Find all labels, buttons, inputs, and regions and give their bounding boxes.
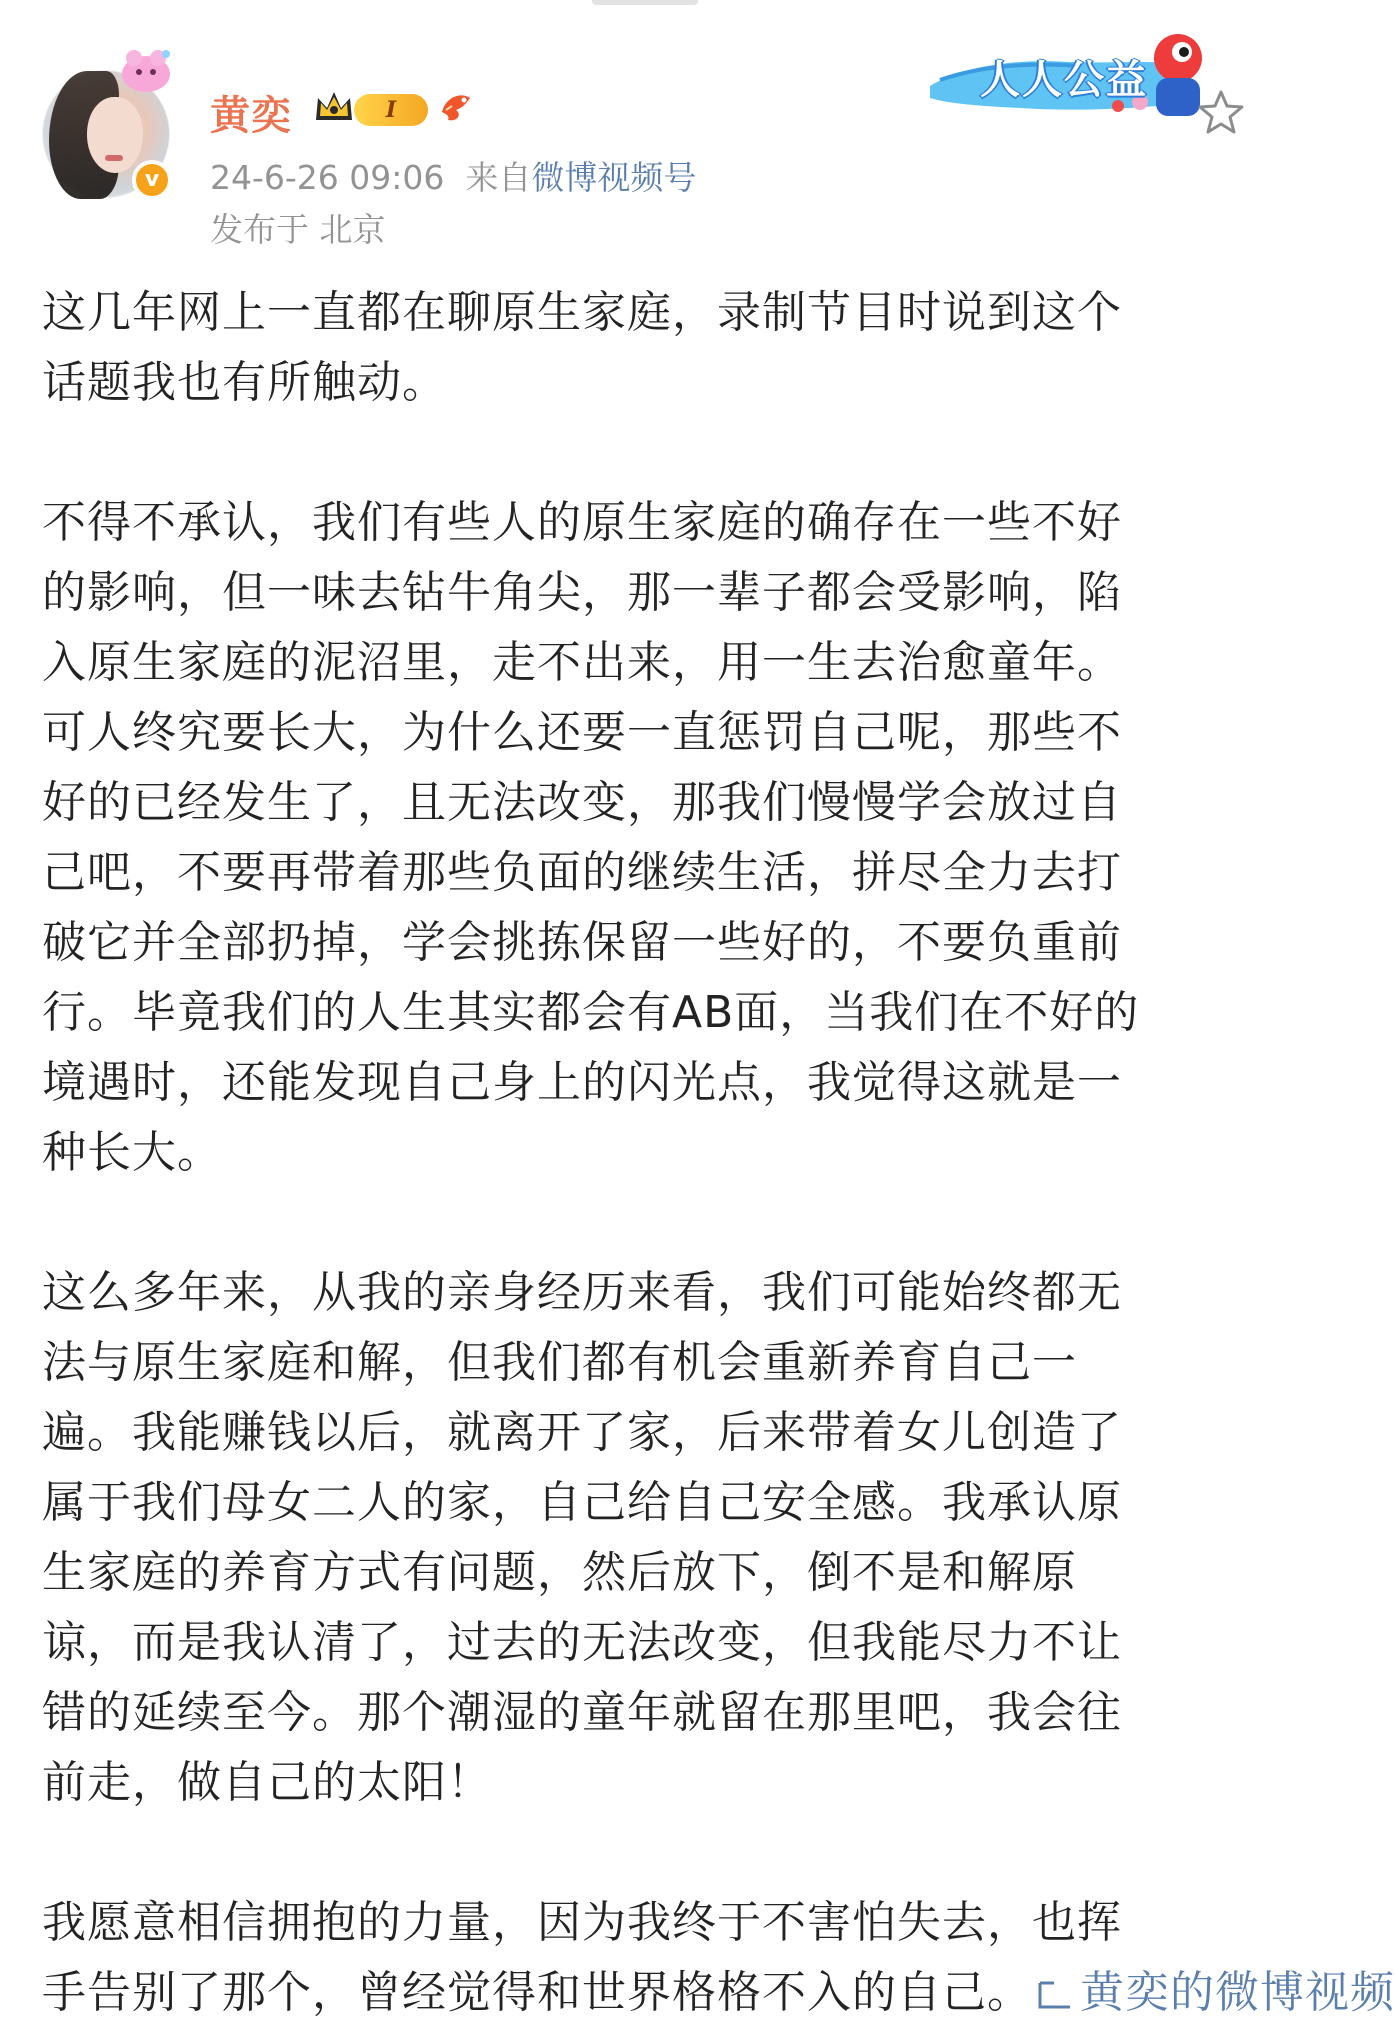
text-line: 好的已经发生了，且无法改变，那我们慢慢学会放过自 (42, 777, 1122, 828)
video-link[interactable] (1032, 1967, 1395, 2018)
paragraph-3 (42, 1258, 1252, 1818)
text-line: 生家庭的养育方式有问题，然后放下，倒不是和解原 (42, 1547, 1077, 1598)
vip-level-badge[interactable]: I (354, 94, 428, 126)
crown-icon[interactable] (312, 86, 356, 126)
last-line-text: 手告别了那个，曾经觉得和世界格格不入的自己。 (42, 1967, 1032, 2018)
fish-icon[interactable] (436, 86, 476, 126)
text-line: 遍。我能赚钱以后，就离开了家，后来带着女儿创造了 (42, 1407, 1122, 1458)
text-line: 话题我也有所触动。 (42, 357, 447, 408)
text-line: 的影响，但一味去钻牛角尖，那一辈子都会受影响，陷 (42, 567, 1122, 618)
post-meta (210, 152, 696, 199)
text-line: 前走，做自己的太阳！ (42, 1757, 492, 1808)
video-icon (1036, 1977, 1076, 2011)
drag-handle[interactable] (592, 0, 698, 5)
text-line-last (42, 1958, 1395, 2028)
text-line: 这么多年来，从我的亲身经历来看，我们可能始终都无 (42, 1267, 1122, 1318)
post-location: 发布于 北京 (210, 210, 386, 249)
text-line: 法与原生家庭和解，但我们都有机会重新养育自己一 (42, 1337, 1077, 1388)
star-icon[interactable] (1196, 88, 1246, 138)
text-line: 不得不承认，我们有些人的原生家庭的确存在一些不好 (42, 497, 1122, 548)
avatar-lip (105, 155, 123, 161)
text-line: 行。毕竟我们的人生其实都会有AB面，当我们在不好的 (42, 987, 1140, 1038)
text-line: 错的延续至今。那个潮湿的童年就留在那里吧，我会往 (42, 1687, 1122, 1738)
verified-badge-icon: v (132, 160, 172, 200)
text-line: 我愿意相信拥抱的力量，因为我终于不害怕失去，也挥 (42, 1897, 1122, 1948)
charity-banner-label[interactable]: 人人公益 (980, 57, 1148, 103)
paragraph-1 (42, 278, 1252, 418)
text-line: 破它并全部扔掉，学会挑拣保留一些好的，不要负重前 (42, 917, 1122, 968)
heart-sticker-icon (118, 46, 174, 94)
avatar-face (87, 97, 143, 173)
text-line: 境遇时，还能发现自己身上的闪光点，我觉得这就是一 (42, 1057, 1122, 1108)
paragraph-4 (42, 1888, 1395, 2028)
source-link[interactable]: 微博视频号 (531, 158, 697, 197)
post-body (42, 278, 1395, 2028)
text-line: 种长大。 (42, 1127, 222, 1178)
text-line: 这几年网上一直都在聊原生家庭，录制节目时说到这个 (42, 287, 1122, 338)
text-line: 谅，而是我认清了，过去的无法改变，但我能尽力不让 (42, 1617, 1122, 1668)
text-line: 属于我们母女二人的家，自己给自己安全感。我承认原 (42, 1477, 1122, 1528)
video-link-label[interactable]: 黄奕的微博视频 (1080, 1967, 1395, 2018)
source-prefix: 来自 (465, 158, 532, 197)
post-time: 24-6-26 09:06 (210, 158, 445, 197)
paragraph-2 (42, 488, 1252, 1188)
author-name[interactable]: 黄奕 (210, 93, 292, 139)
text-line: 己吧，不要再带着那些负面的继续生活，拼尽全力去打 (42, 847, 1122, 898)
text-line: 可人终究要长大，为什么还要一直惩罚自己呢，那些不 (42, 707, 1122, 758)
text-line: 入原生家庭的泥沼里，走不出来，用一生去治愈童年。 (42, 637, 1122, 688)
